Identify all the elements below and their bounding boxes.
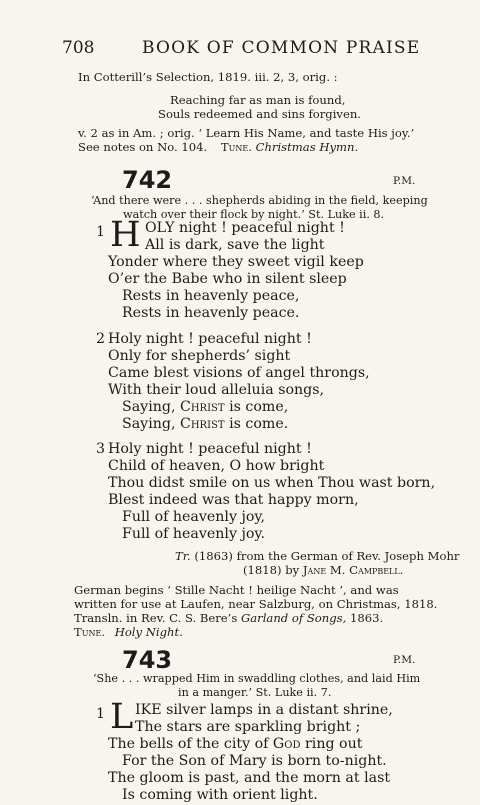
prev-note-line: v. 2 as in Am. ; orig. ‘ Learn His Name, and taste His joy.’ — [78, 126, 415, 140]
tune-label: Tune. — [220, 140, 252, 154]
verse-line: For the Son of Mary is born to-night. — [122, 753, 387, 769]
verse-number: 2 — [96, 331, 106, 347]
tr-text: (1818) by — [243, 563, 300, 577]
verse-number: 1 — [96, 706, 106, 722]
verse-line: IKE silver lamps in a distant shrine, — [135, 702, 393, 718]
verse-line: Child of heaven, O how bright — [108, 458, 325, 474]
prev-note-line — [78, 70, 338, 84]
epigraph-line: ‘She . . . wrapped Him in swaddling clothes, and laid Him — [93, 672, 421, 685]
hymn-number: 743 — [122, 646, 173, 674]
verse-line: Rests in heavenly peace. — [122, 305, 300, 321]
drop-cap: L — [110, 697, 134, 737]
note-text: Transln. in Rev. C. S. Bere’s — [74, 611, 238, 625]
small-caps-word: God — [272, 736, 301, 752]
verse-line — [122, 416, 288, 432]
prev-quote-line: Souls redeemed and sins forgiven. — [158, 107, 361, 121]
verse-line: Holy night ! peaceful night ! — [108, 441, 312, 457]
verse-line: With their loud alleluia songs, — [108, 382, 325, 398]
verse-line: Only for shepherds’ sight — [108, 348, 291, 364]
verse-line: Full of heavenly joy. — [122, 526, 266, 542]
epigraph-line: in a manger.’ St. Luke ii. 7. — [178, 686, 332, 699]
translator-name: Jane M. Campbell. — [302, 563, 404, 577]
prev-note-text: In Cotterill’s Selection, 1819. iii. 2, 3, orig. : — [78, 70, 338, 84]
verse-line: Blest indeed was that happy morn, — [108, 492, 359, 508]
tune-name: Christmas Hymn. — [255, 140, 359, 154]
verse-line: All is dark, save the light — [145, 237, 325, 253]
drop-cap: H — [110, 215, 141, 255]
verse-text: is come, — [229, 399, 289, 415]
hymn-number: 742 — [122, 166, 173, 194]
small-caps-word: Christ — [179, 416, 225, 432]
verse-line: Yonder where they sweet vigil keep — [108, 254, 364, 270]
see-notes-text: See notes on No. 104. — [78, 140, 208, 154]
verse-line: OLY night ! peaceful night ! — [145, 220, 345, 236]
translator-credit — [175, 549, 459, 563]
meter-label: P.M. — [393, 175, 416, 187]
verse-line: The stars are sparkling bright ; — [135, 719, 361, 735]
verse-line: Holy night ! peaceful night ! — [108, 331, 312, 347]
note-line — [74, 611, 383, 625]
verse-line: Came blest visions of angel throngs, — [108, 365, 370, 381]
note-line: German begins ‘ Stille Nacht ! heilige Nacht ’, and was — [74, 583, 399, 597]
verse-line: Full of heavenly joy, — [122, 509, 266, 525]
running-title: BOOK OF COMMON PRAISE — [142, 38, 421, 58]
verse-line — [108, 736, 362, 752]
verse-number: 1 — [96, 224, 106, 240]
verse-line: Is coming with orient light. — [122, 787, 318, 803]
verse-line — [122, 399, 288, 415]
verse-text: The bells of the city of — [108, 736, 269, 752]
tune-name: Holy Night. — [114, 625, 183, 639]
verse-line: The gloom is past, and the morn at last — [108, 770, 391, 786]
tune-label: Tune. — [74, 625, 106, 639]
tr-label: Tr. — [175, 549, 191, 563]
tune-line — [74, 625, 183, 639]
book-title: Garland of Songs, — [240, 611, 347, 625]
prev-quote-line: Reaching far as man is found, — [170, 93, 346, 107]
verse-text: Saying, — [122, 399, 176, 415]
note-text: 1863. — [349, 611, 384, 625]
verse-line: Thou didst smile on us when Thou wast born, — [108, 475, 436, 491]
prev-note-line — [78, 140, 358, 154]
verse-line: Rests in heavenly peace, — [122, 288, 300, 304]
small-caps-word: Christ — [179, 399, 225, 415]
epigraph-line: ‘And there were . . . shepherds abiding in the field, keeping — [91, 194, 428, 207]
note-line: written for use at Laufen, near Salzburg, on Christmas, 1818. — [74, 597, 438, 611]
translator-credit — [243, 563, 403, 577]
verse-line: O’er the Babe who in silent sleep — [108, 271, 347, 287]
verse-number: 3 — [96, 441, 106, 457]
verse-text: ring out — [305, 736, 363, 752]
verse-text: is come. — [229, 416, 289, 432]
tr-text: (1863) from the German of Rev. Joseph Mohr — [194, 549, 460, 563]
epigraph-line: watch over their flock by night.’ St. Luke ii. 8. — [123, 208, 385, 221]
meter-label: P.M. — [393, 654, 416, 666]
page-number: 708 — [62, 38, 95, 58]
verse-text: Saying, — [122, 416, 176, 432]
